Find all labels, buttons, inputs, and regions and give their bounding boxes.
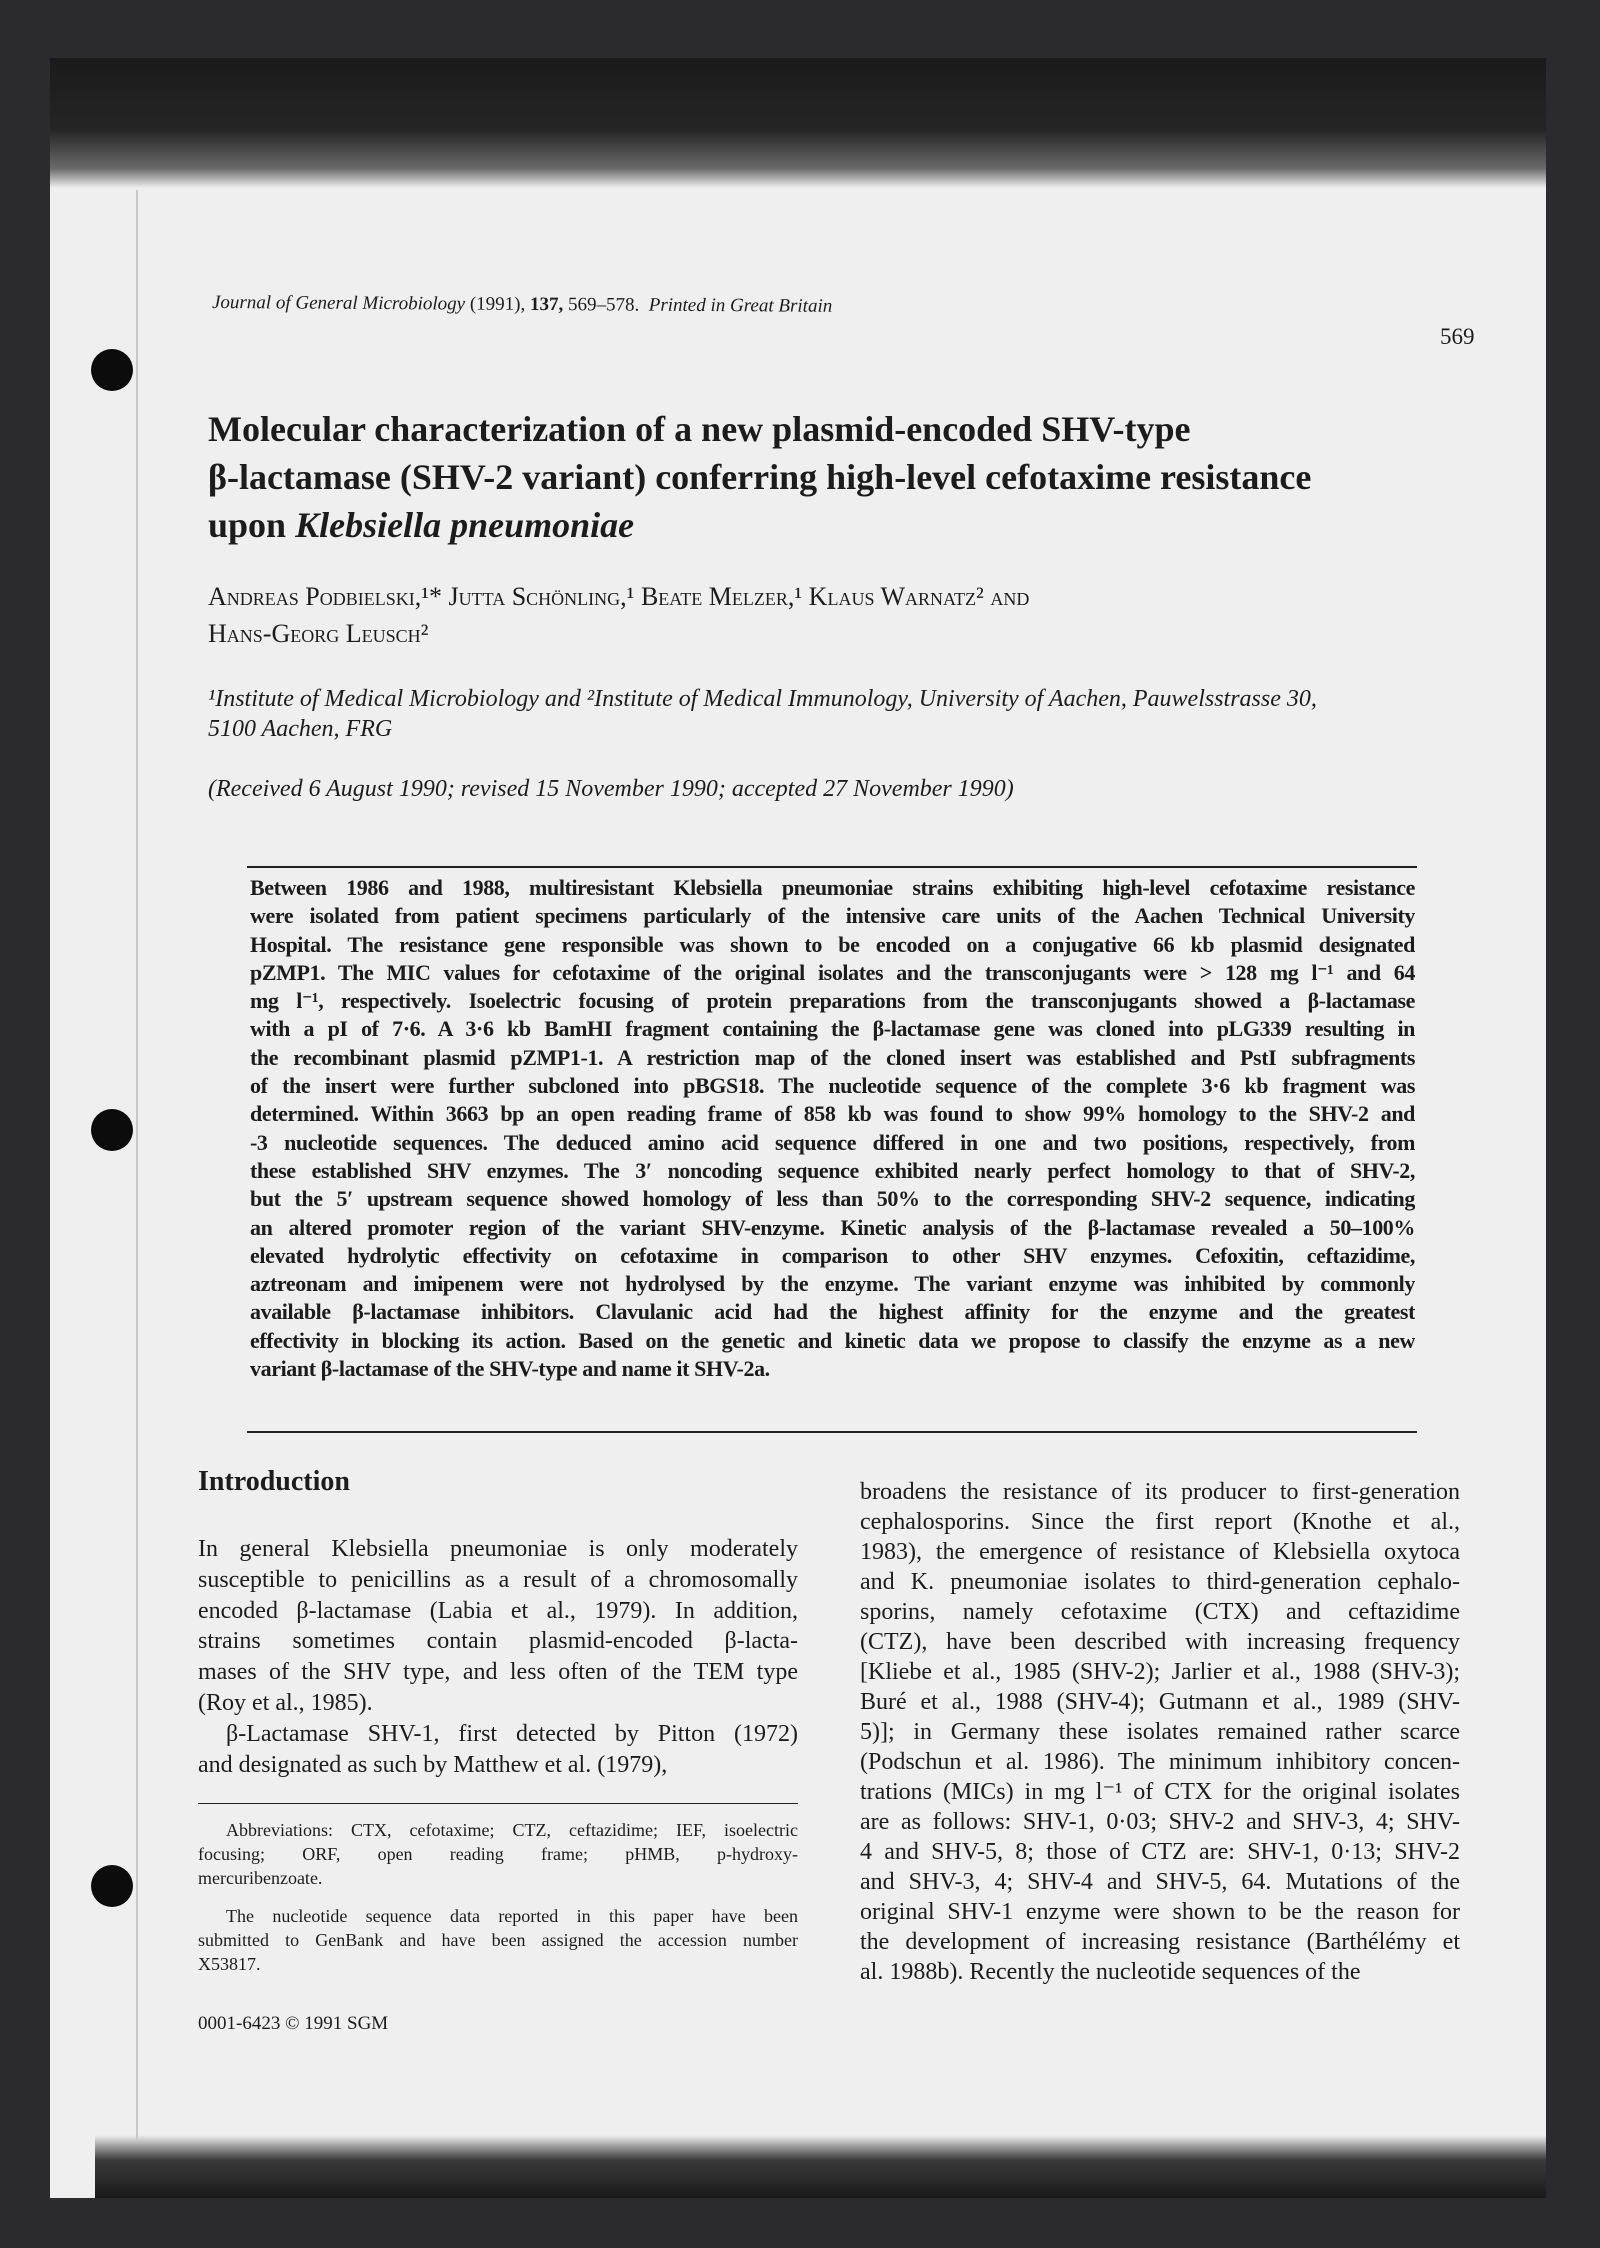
text-line: susceptible to penicillins as a result of a chromosomally (198, 1566, 798, 1593)
abstract-line: determined. Within 3663 bp an open reading frame of 858 kb was found to show 99% homology to the SHV-2 and (250, 1101, 1415, 1127)
footnote-line: focusing; ORF, open reading frame; pHMB, p-hydroxy- (198, 1844, 798, 1864)
text-line: broadens the resistance of its producer to first-generation (860, 1479, 1460, 1505)
footnote-line: mercuribenzoate. (198, 1868, 323, 1888)
abstract-line: pZMP1. The MIC values for cefotaxime of the original isolates and the transconjugants were > 128 mg l⁻¹ and 64 (250, 959, 1415, 985)
journal-year: (1991), (469, 293, 526, 315)
text-line: (Podschun et al. 1986). The minimum inhibitory concen- (860, 1749, 1460, 1775)
abstract-line: effectivity in blocking its action. Based on the genetic and kinetic data we propose to classify the enzyme as a new (250, 1327, 1415, 1353)
footnote-line: submitted to GenBank and have been assigned the accession number (198, 1930, 798, 1950)
journal-name: Journal of General Microbiology (211, 292, 466, 315)
text-line: mases of the SHV type, and less often of the TEM type (198, 1659, 798, 1686)
text-line: and designated as such by Matthew et al. (1979), (198, 1751, 668, 1778)
text-line: Buré et al., 1988 (SHV-4); Gutmann et al., 1989 (SHV- (860, 1689, 1460, 1715)
journal-pages: 569–578. (567, 294, 640, 316)
abstract-line: variant β-lactamase of the SHV-type and name it SHV-2a. (250, 1356, 770, 1382)
received-dates: (Received 6 August 1990; revised 15 November 1990; accepted 27 November 1990) (208, 776, 1014, 802)
punch-hole (91, 1865, 133, 1907)
text-line: and K. pneumoniae isolates to third-generation cephalo- (860, 1569, 1460, 1595)
footnote-rule (198, 1803, 798, 1804)
text-line: sporins, namely cefotaxime (CTX) and ceftazidime (860, 1599, 1460, 1625)
footnote-genbank (198, 1904, 798, 1976)
abstract-line: but the 5′ upstream sequence showed homology of less than 50% to the corresponding SHV-2 sequence, indicating (250, 1186, 1415, 1212)
punch-hole (91, 1109, 133, 1151)
abstract-top-rule (247, 866, 1417, 868)
title-line: Molecular characterization of a new plasmid-encoded SHV-type (208, 409, 1191, 449)
margin-line (136, 190, 138, 2140)
affiliation-line: ¹Institute of Medical Microbiology and ²Institute of Medical Immunology, University of Aachen, Pauwelsstrasse 30, (208, 686, 1317, 712)
abstract-line: Between 1986 and 1988, multiresistant Klebsiella pneumoniae strains exhibiting high-level cefotaxime resistance (250, 875, 1415, 900)
scan-top-shadow (50, 58, 1546, 188)
authors (208, 578, 1328, 652)
text-line: cephalosporins. Since the first report (Knothe et al., (860, 1509, 1460, 1535)
abstract-line: an altered promoter region of the variant SHV-enzyme. Kinetic analysis of the β-lactamase revealed a 50–100% (250, 1214, 1415, 1240)
title-text: upon (208, 505, 287, 545)
text-line: 4 and SHV-5, 8; those of CTZ are: SHV-1, 0·13; SHV-2 (860, 1839, 1460, 1865)
text-line: original SHV-1 enzyme were shown to be the reason for (860, 1899, 1460, 1925)
section-heading-introduction: Introduction (198, 1466, 350, 1497)
text-line: β-Lactamase SHV-1, first detected by Pitton (1972) (226, 1720, 798, 1747)
text-line: al. 1988b). Recently the nucleotide sequences of the (860, 1959, 1361, 1985)
text-line: (CTZ), have been described with increasing frequency (860, 1629, 1460, 1655)
page-number: 569 (1440, 324, 1475, 349)
abstract-line: available β-lactamase inhibitors. Clavulanic acid had the highest affinity for the enzyme and the greatest (250, 1299, 1415, 1325)
text-line: 5)]; in Germany these isolates remained rather scarce (860, 1719, 1460, 1745)
text-line: trations (MICs) in mg l⁻¹ of CTX for the original isolates (860, 1779, 1460, 1805)
title-species: Klebsiella pneumoniae (295, 505, 635, 545)
scan-bottom-shadow (95, 2135, 1546, 2198)
abstract-bottom-rule (247, 1431, 1417, 1433)
text-line: are as follows: SHV-1, 0·03; SHV-2 and SHV-3, 4; SHV- (860, 1809, 1460, 1835)
copyright: 0001-6423 © 1991 SGM (198, 2013, 389, 2034)
journal-header (212, 292, 832, 318)
text-line: (Roy et al., 1985). (198, 1689, 373, 1716)
text-line: [Kliebe et al., 1985 (SHV-2); Jarlier et al., 1988 (SHV-3); (860, 1659, 1460, 1685)
title-line: β-lactamase (SHV-2 variant) conferring high-level cefotaxime resistance (208, 457, 1312, 497)
text-line: encoded β-lactamase (Labia et al., 1979). In addition, (198, 1597, 798, 1624)
abstract-line: elevated hydrolytic effectivity on cefotaxime in comparison to other SHV enzymes. Cefoxitin, ceftazidime, (250, 1242, 1415, 1268)
author-line: Andreas Podbielski,¹* Jutta Schönling,¹ Beate Melzer,¹ Klaus Warnatz² and (208, 582, 1030, 611)
left-column-text (198, 1534, 798, 1780)
abstract-line: the recombinant plasmid pZMP1-1. A restriction map of the cloned insert was established and PstI subfragments (250, 1044, 1415, 1070)
affiliation-line: 5100 Aachen, FRG (208, 716, 393, 742)
text-line: 1983), the emergence of resistance of Klebsiella oxytoca (860, 1539, 1460, 1565)
paper-title (208, 405, 1433, 549)
abstract-line: were isolated from patient specimens particularly of the intensive care units of the Aachen Technical University (250, 903, 1415, 929)
text-line: In general Klebsiella pneumoniae is only moderately (198, 1536, 798, 1562)
text-line: strains sometimes contain plasmid-encoded β-lacta- (198, 1628, 798, 1655)
abstract-line: Hospital. The resistance gene responsible was shown to be encoded on a conjugative 66 kb plasmid designated (250, 931, 1415, 957)
footnote-line: Abbreviations: CTX, cefotaxime; CTZ, ceftazidime; IEF, isoelectric (226, 1820, 798, 1840)
abstract-line: aztreonam and imipenem were not hydrolysed by the enzyme. The variant enzyme was inhibited by commonly (250, 1271, 1415, 1297)
journal-volume: 137, (529, 293, 564, 316)
footnote-line: The nucleotide sequence data reported in this paper have been (226, 1906, 798, 1926)
text-line: the development of increasing resistance (Barthélémy et (860, 1929, 1460, 1955)
abstract-line: of the insert were further subcloned into pBGS18. The nucleotide sequence of the complete 3·6 kb fragment was (250, 1073, 1415, 1099)
affiliations (208, 684, 1418, 744)
punch-hole (91, 349, 133, 391)
abstract-line: -3 nucleotide sequences. The deduced amino acid sequence differed in one and two positions, respectively, from (250, 1129, 1415, 1155)
abstract-line: these established SHV enzymes. The 3′ noncoding sequence exhibited nearly perfect homology to that of SHV-2, (250, 1157, 1415, 1183)
footnote-line: X53817. (198, 1954, 261, 1974)
text-line: and SHV-3, 4; SHV-4 and SHV-5, 64. Mutations of the (860, 1869, 1460, 1895)
abstract-line: mg l⁻¹, respectively. Isoelectric focusing of protein preparations from the transconjugants showed a β-lactamase (250, 988, 1415, 1014)
abstract-line: with a pI of 7·6. A 3·6 kb BamHI fragment containing the β-lactamase gene was cloned into pLG339 resulting in (250, 1016, 1415, 1042)
abstract (250, 874, 1415, 1383)
printed-note: Printed in Great Britain (648, 294, 833, 317)
footnote-abbreviations (198, 1818, 798, 1890)
title-line (208, 501, 1433, 549)
right-column-text (860, 1477, 1460, 1987)
author-line: Hans-Georg Leusch² (208, 619, 429, 648)
